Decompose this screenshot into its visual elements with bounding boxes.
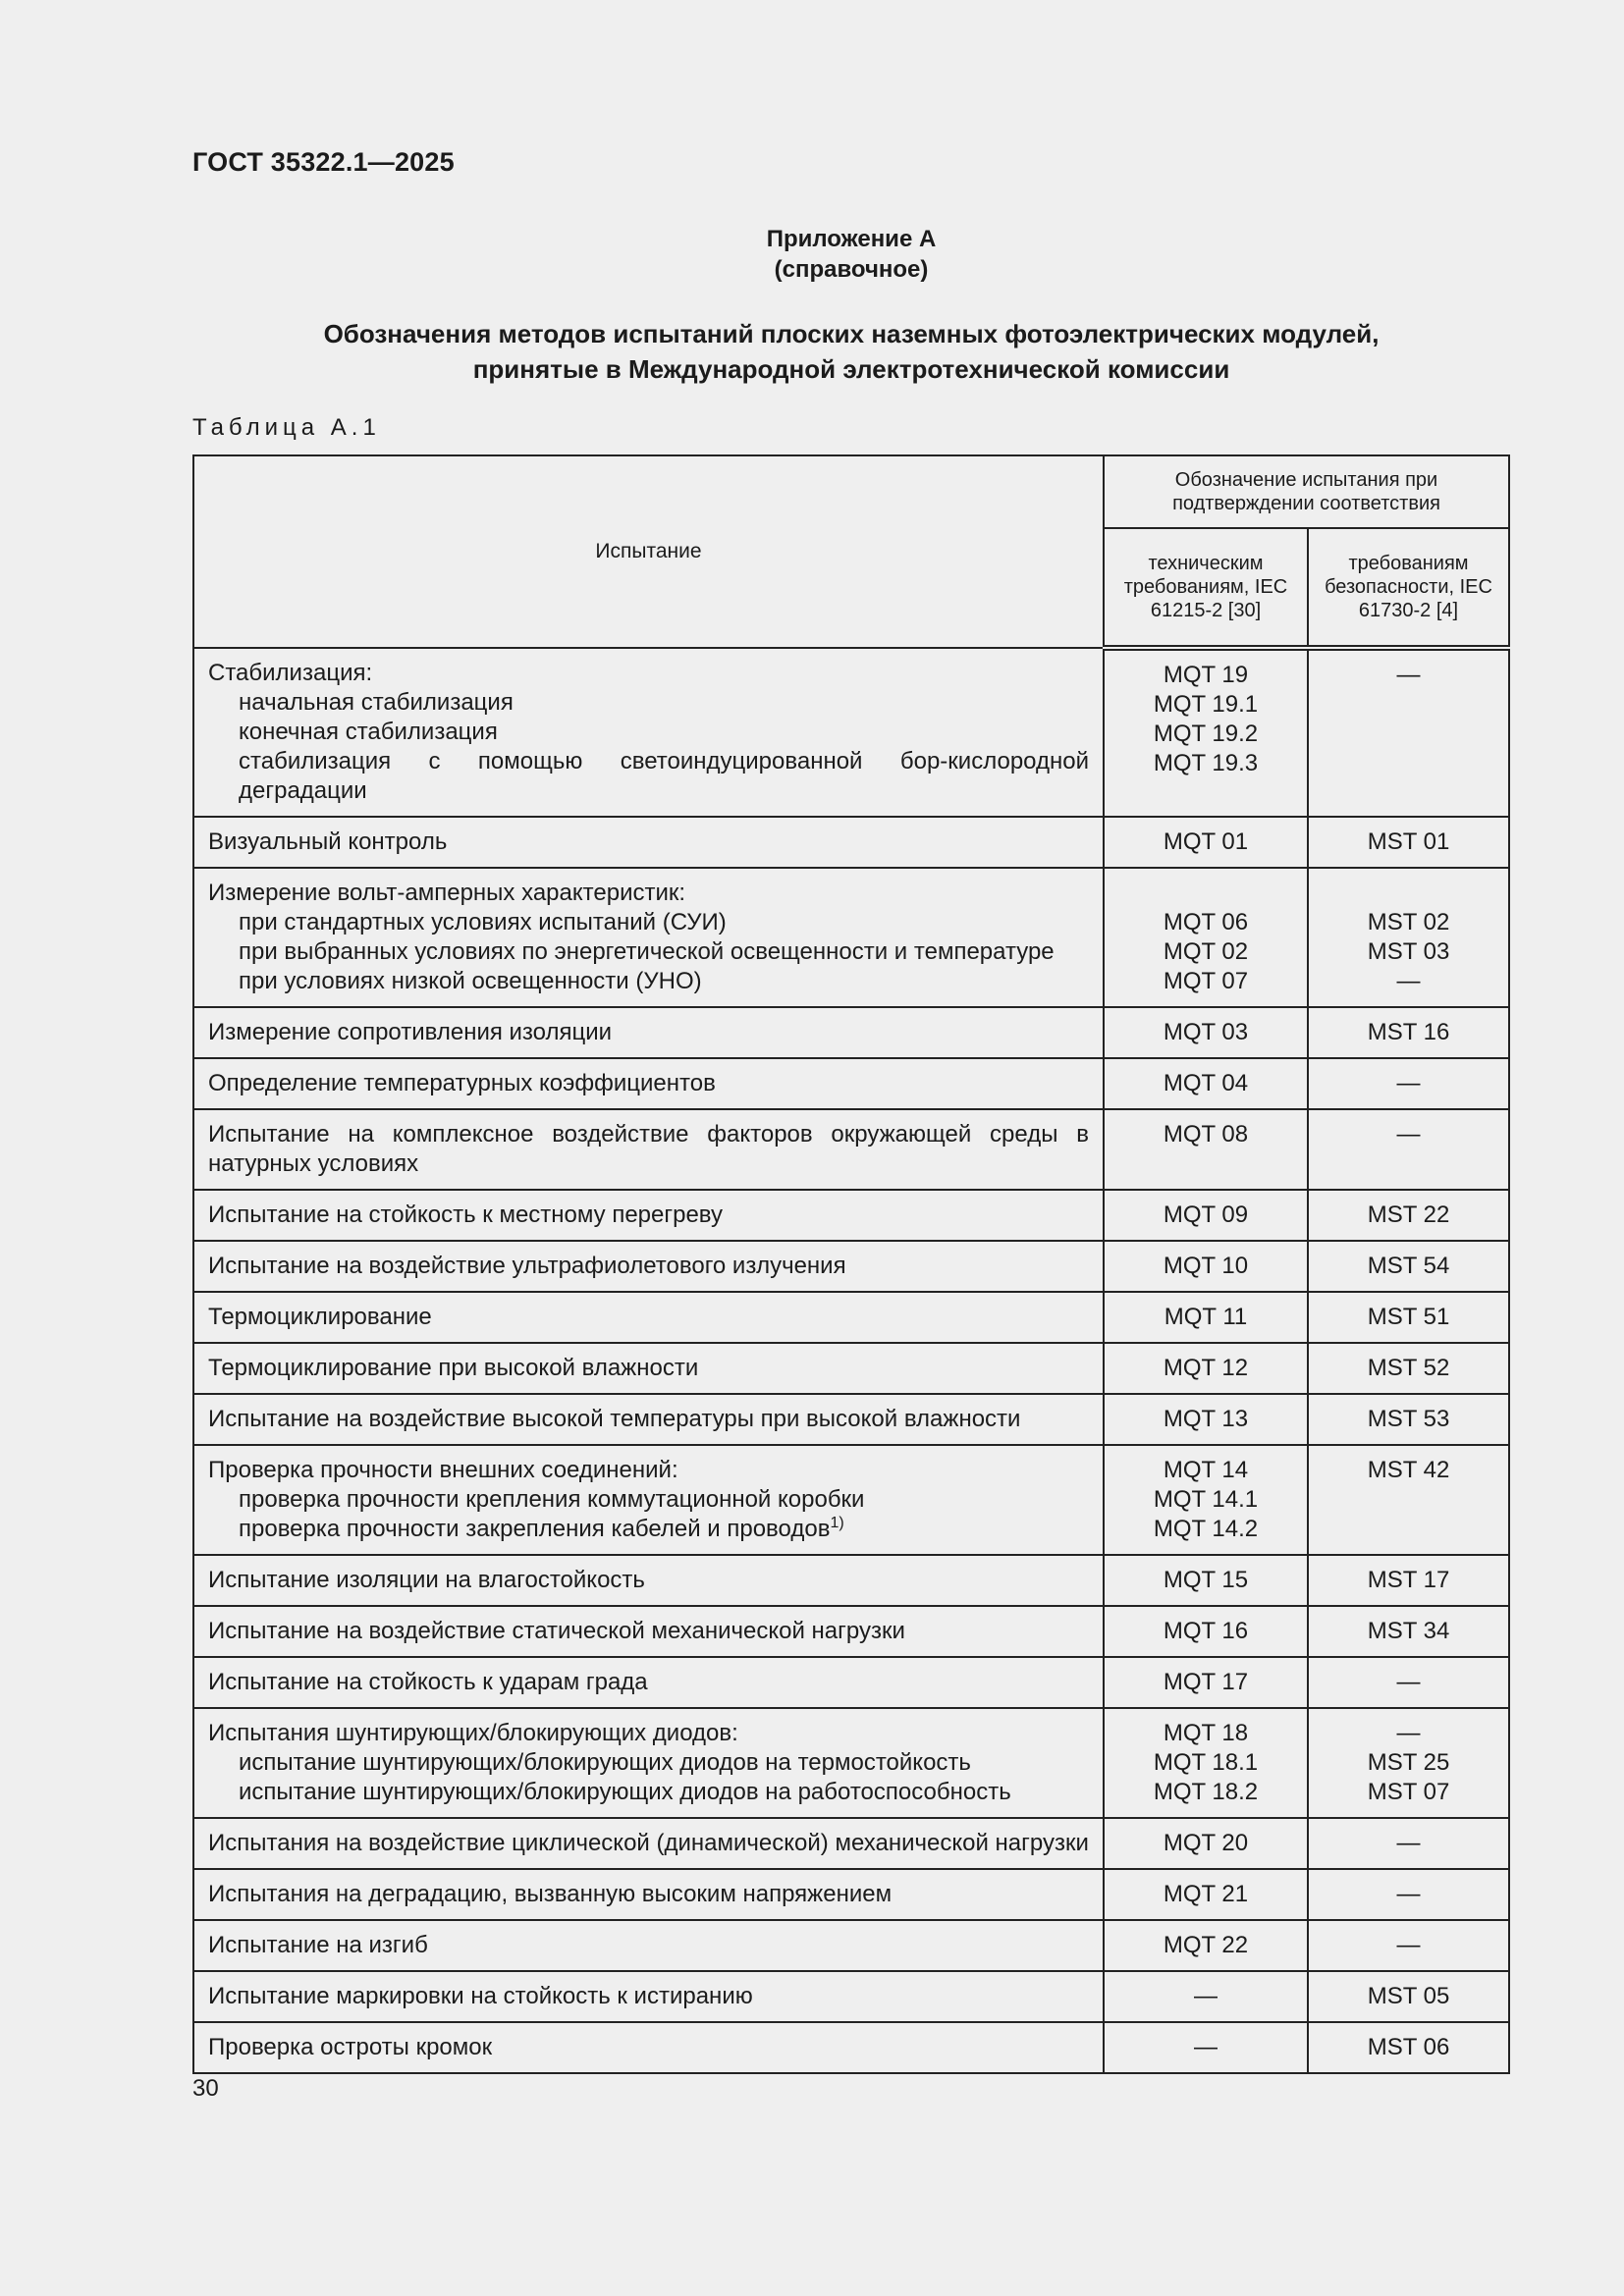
mqt-code: MQT 19 [1163, 662, 1249, 688]
mst-code: MST 34 [1367, 1618, 1450, 1644]
mst-code-cell [1308, 1869, 1509, 1920]
mst-code-cell [1308, 1007, 1509, 1058]
test-name: Испытания на деградацию, вызванную высоким напряжением [208, 1881, 893, 1907]
test-subitem [208, 937, 1089, 967]
test-name: Визуальный контроль [208, 828, 448, 855]
mst-code: MST 52 [1367, 1355, 1450, 1381]
test-name: Испытание на изгиб [208, 1932, 428, 1958]
mqt-code-cell [1104, 1606, 1308, 1657]
footnote-marker: 1) [830, 1515, 844, 1531]
table-row [193, 1343, 1509, 1394]
mqt-code: — [1194, 1983, 1218, 2009]
mst-code-cell [1308, 1241, 1509, 1292]
mst-code: — [1396, 662, 1421, 688]
header-safety: требованиям безопасности, IEC 61730-2 [4] [1308, 528, 1509, 648]
mst-code-cell [1308, 1058, 1509, 1109]
test-name: Проверка прочности внешних соединений: [208, 1457, 678, 1483]
mst-code: MST 16 [1367, 1019, 1450, 1045]
mqt-code-cell [1104, 1241, 1308, 1292]
test-name: Испытание на стойкость к ударам града [208, 1669, 648, 1695]
mqt-code-cell [1104, 1708, 1308, 1818]
test-name: Испытание изоляции на влагостойкость [208, 1567, 645, 1593]
mqt-code-cell [1104, 1292, 1308, 1343]
header-test: Испытание [193, 455, 1104, 648]
test-name-cell [193, 1007, 1104, 1058]
title-line-2: принятые в Международной электротехнической комиссии [472, 354, 1230, 384]
table-row [193, 1190, 1509, 1241]
mqt-code-cell [1104, 1445, 1308, 1555]
mst-code: MST 01 [1367, 828, 1450, 855]
test-subitem-text: при выбранных условиях по энергетической освещенности и температуре [239, 938, 1055, 965]
test-name: Испытания шунтирующих/блокирующих диодов: [208, 1720, 738, 1746]
mst-code-cell [1308, 1109, 1509, 1190]
mst-code: — [1396, 1121, 1421, 1148]
mqt-code: MQT 18.1 [1153, 1749, 1259, 1776]
mqt-code-cell [1104, 1343, 1308, 1394]
table-row [193, 817, 1509, 868]
table-row [193, 1292, 1509, 1343]
mst-code-cell [1308, 1343, 1509, 1394]
mqt-code-cell [1104, 1971, 1308, 2022]
mqt-code: MQT 15 [1163, 1567, 1249, 1593]
test-subitem [208, 747, 1089, 806]
test-name: Испытание на воздействие статической механической нагрузки [208, 1618, 905, 1644]
mqt-code-cell [1104, 1007, 1308, 1058]
test-subitem [208, 688, 1089, 718]
test-name-cell [193, 1606, 1104, 1657]
mqt-code: MQT 09 [1163, 1201, 1249, 1228]
mst-code-cell [1308, 2022, 1509, 2073]
mst-code: MST 53 [1367, 1406, 1450, 1432]
title-line-1: Обозначения методов испытаний плоских наземных фотоэлектрических модулей, [323, 319, 1380, 348]
header-technical: техническим требованиям, IEC 61215-2 [30] [1104, 528, 1308, 648]
test-name-cell [193, 1292, 1104, 1343]
mqt-code: MQT 22 [1163, 1932, 1249, 1958]
page-number: 30 [192, 2075, 219, 2102]
mst-code-cell [1308, 1708, 1509, 1818]
mqt-code-cell [1104, 817, 1308, 868]
test-name-cell [193, 1241, 1104, 1292]
test-name-cell [193, 648, 1104, 817]
mqt-code: MQT 14 [1163, 1457, 1249, 1483]
mst-code: MST 06 [1367, 2034, 1450, 2060]
mst-code-cell [1308, 1657, 1509, 1708]
mqt-code: MQT 20 [1163, 1830, 1249, 1856]
mst-code-cell [1308, 1190, 1509, 1241]
table-row [193, 1869, 1509, 1920]
test-designation-table [192, 454, 1510, 2074]
mqt-code-cell [1104, 1058, 1308, 1109]
mst-code-cell [1308, 1920, 1509, 1971]
mqt-code: MQT 18 [1163, 1720, 1249, 1746]
test-subitem-text: проверка прочности закрепления кабелей и проводов [239, 1516, 831, 1542]
mst-code: MST 02 [1367, 909, 1450, 935]
test-name: Измерение сопротивления изоляции [208, 1019, 613, 1045]
mst-code: MST 25 [1367, 1749, 1450, 1776]
annex-title: Приложение А [766, 226, 937, 252]
table-row [193, 648, 1509, 817]
mqt-code: MQT 02 [1163, 938, 1249, 965]
test-subitem [208, 718, 1089, 747]
test-name-cell [193, 1657, 1104, 1708]
test-name-cell [193, 1818, 1104, 1869]
mst-code: MST 22 [1367, 1201, 1450, 1228]
test-subitem [208, 1778, 1089, 1807]
test-name: Термоциклирование при высокой влажности [208, 1355, 699, 1381]
table-row [193, 1555, 1509, 1606]
mqt-code: MQT 16 [1163, 1618, 1249, 1644]
mqt-code-cell [1104, 648, 1308, 817]
table-row [193, 1657, 1509, 1708]
mqt-code: — [1194, 2034, 1218, 2060]
mqt-code: MQT 08 [1163, 1121, 1249, 1148]
document-code: ГОСТ 35322.1—2025 [192, 147, 455, 177]
mqt-code: MQT 12 [1163, 1355, 1249, 1381]
table-row [193, 1058, 1509, 1109]
mst-code: MST 54 [1367, 1253, 1450, 1279]
test-name-cell [193, 1708, 1104, 1818]
table-row [193, 1445, 1509, 1555]
test-subitem-text: проверка прочности крепления коммутационной коробки [239, 1486, 865, 1513]
mst-code: MST 42 [1367, 1457, 1450, 1483]
test-name-cell [193, 1109, 1104, 1190]
mqt-code: MQT 19.2 [1153, 721, 1259, 747]
test-subitem [208, 1485, 1089, 1515]
mst-code: — [1396, 1881, 1421, 1907]
table-row [193, 1708, 1509, 1818]
mqt-code-cell [1104, 1190, 1308, 1241]
mqt-code: MQT 10 [1163, 1253, 1249, 1279]
table-row [193, 1007, 1509, 1058]
test-subitem-text: конечная стабилизация [239, 719, 498, 745]
mqt-code-cell [1104, 1394, 1308, 1445]
mqt-code: MQT 18.2 [1153, 1779, 1259, 1805]
test-name: Стабилизация: [208, 660, 373, 686]
test-name-cell [193, 1555, 1104, 1606]
mqt-code: MQT 14.1 [1153, 1486, 1259, 1513]
table-row [193, 1109, 1509, 1190]
mqt-code-cell [1104, 1869, 1308, 1920]
table-row [193, 1971, 1509, 2022]
test-name: Испытание на воздействие высокой температуры при высокой влажности [208, 1406, 1021, 1432]
table-row [193, 1818, 1509, 1869]
table-container [192, 454, 1508, 2074]
mst-code-cell [1308, 1292, 1509, 1343]
mst-code: — [1396, 1669, 1421, 1695]
mqt-code-cell [1104, 1818, 1308, 1869]
test-subitem-text: стабилизация с помощью светоиндуцированной бор-кислородной деградации [239, 748, 1089, 804]
mst-code-cell [1308, 817, 1509, 868]
test-name: Испытание на комплексное воздействие факторов окружающей среды в натурных условиях [208, 1121, 1089, 1177]
mqt-code-cell [1104, 1109, 1308, 1190]
mqt-code: MQT 17 [1163, 1669, 1249, 1695]
test-name-cell [193, 1343, 1104, 1394]
mqt-code: MQT 07 [1163, 968, 1249, 994]
mqt-code: MQT 21 [1163, 1881, 1249, 1907]
mqt-code-cell [1104, 1657, 1308, 1708]
mst-code: MST 03 [1367, 938, 1450, 965]
test-name-cell [193, 868, 1104, 1007]
test-name: Испытание маркировки на стойкость к истиранию [208, 1983, 753, 2009]
test-name-cell [193, 2022, 1104, 2073]
mqt-code: MQT 19.3 [1153, 750, 1259, 776]
test-name: Испытание на воздействие ультрафиолетового излучения [208, 1253, 846, 1279]
table-label: Таблица А.1 [192, 414, 381, 441]
test-name-cell [193, 1058, 1104, 1109]
mqt-code: MQT 13 [1163, 1406, 1249, 1432]
mqt-code: MQT 11 [1164, 1304, 1248, 1330]
mqt-code: MQT 01 [1163, 828, 1249, 855]
test-name-cell [193, 1190, 1104, 1241]
test-subitem [208, 908, 1089, 937]
mst-code: MST 17 [1367, 1567, 1450, 1593]
test-name-cell [193, 1920, 1104, 1971]
test-name: Испытания на воздействие циклической (динамической) механической нагрузки [208, 1830, 1089, 1856]
mqt-code-cell [1104, 1920, 1308, 1971]
header-designation-group: Обозначение испытания при подтверждении соответствия [1104, 455, 1509, 528]
test-subitem-text: начальная стабилизация [239, 689, 514, 716]
mst-code-cell [1308, 1394, 1509, 1445]
mst-code-cell [1308, 1606, 1509, 1657]
table-row [193, 2022, 1509, 2073]
test-subitem-text: испытание шунтирующих/блокирующих диодов на работоспособность [239, 1779, 1011, 1805]
mst-code-cell [1308, 868, 1509, 1007]
mqt-code: MQT 06 [1163, 909, 1249, 935]
mst-code-cell [1308, 648, 1509, 817]
mqt-code: MQT 14.2 [1153, 1516, 1259, 1542]
mqt-code-cell [1104, 2022, 1308, 2073]
mst-code: — [1396, 968, 1421, 994]
mst-code: MST 07 [1367, 1779, 1450, 1805]
mst-code-cell [1308, 1818, 1509, 1869]
test-name: Проверка остроты кромок [208, 2034, 493, 2060]
table-row [193, 1920, 1509, 1971]
test-name-cell [193, 1445, 1104, 1555]
mqt-code: MQT 04 [1163, 1070, 1249, 1096]
table-row [193, 1394, 1509, 1445]
test-subitem-text: испытание шунтирующих/блокирующих диодов на термостойкость [239, 1749, 971, 1776]
mst-code: MST 51 [1367, 1304, 1450, 1330]
mst-code-cell [1308, 1971, 1509, 2022]
table-row [193, 1241, 1509, 1292]
annex-type: (справочное) [774, 256, 929, 283]
test-name-cell [193, 1869, 1104, 1920]
mst-code-cell [1308, 1445, 1509, 1555]
test-subitem-text: при стандартных условиях испытаний (СУИ) [239, 909, 727, 935]
mst-code-cell [1308, 1555, 1509, 1606]
annex-main-title [236, 316, 1467, 387]
mst-code: — [1396, 1830, 1421, 1856]
test-name: Определение температурных коэффициентов [208, 1070, 716, 1096]
mst-code: — [1396, 1070, 1421, 1096]
mqt-code: MQT 03 [1163, 1019, 1249, 1045]
mqt-code: MQT 19.1 [1153, 691, 1259, 718]
test-subitem [208, 967, 1089, 996]
test-subitem-text: при условиях низкой освещенности (УНО) [239, 968, 702, 994]
test-subitem [208, 1515, 1089, 1544]
mqt-code [1105, 879, 1307, 908]
mqt-code-cell [1104, 868, 1308, 1007]
table-row [193, 1606, 1509, 1657]
mst-code: MST 05 [1367, 1983, 1450, 2009]
mst-code: — [1396, 1932, 1421, 1958]
table-row [193, 868, 1509, 1007]
annex-heading [0, 224, 1624, 285]
mst-code [1309, 879, 1508, 908]
test-name-cell [193, 1971, 1104, 2022]
mqt-code-cell [1104, 1555, 1308, 1606]
test-name: Измерение вольт-амперных характеристик: [208, 880, 686, 906]
test-name-cell [193, 817, 1104, 868]
test-name-cell [193, 1394, 1104, 1445]
mst-code: — [1396, 1720, 1421, 1746]
test-subitem [208, 1748, 1089, 1778]
test-name: Термоциклирование [208, 1304, 432, 1330]
test-name: Испытание на стойкость к местному перегреву [208, 1201, 724, 1228]
